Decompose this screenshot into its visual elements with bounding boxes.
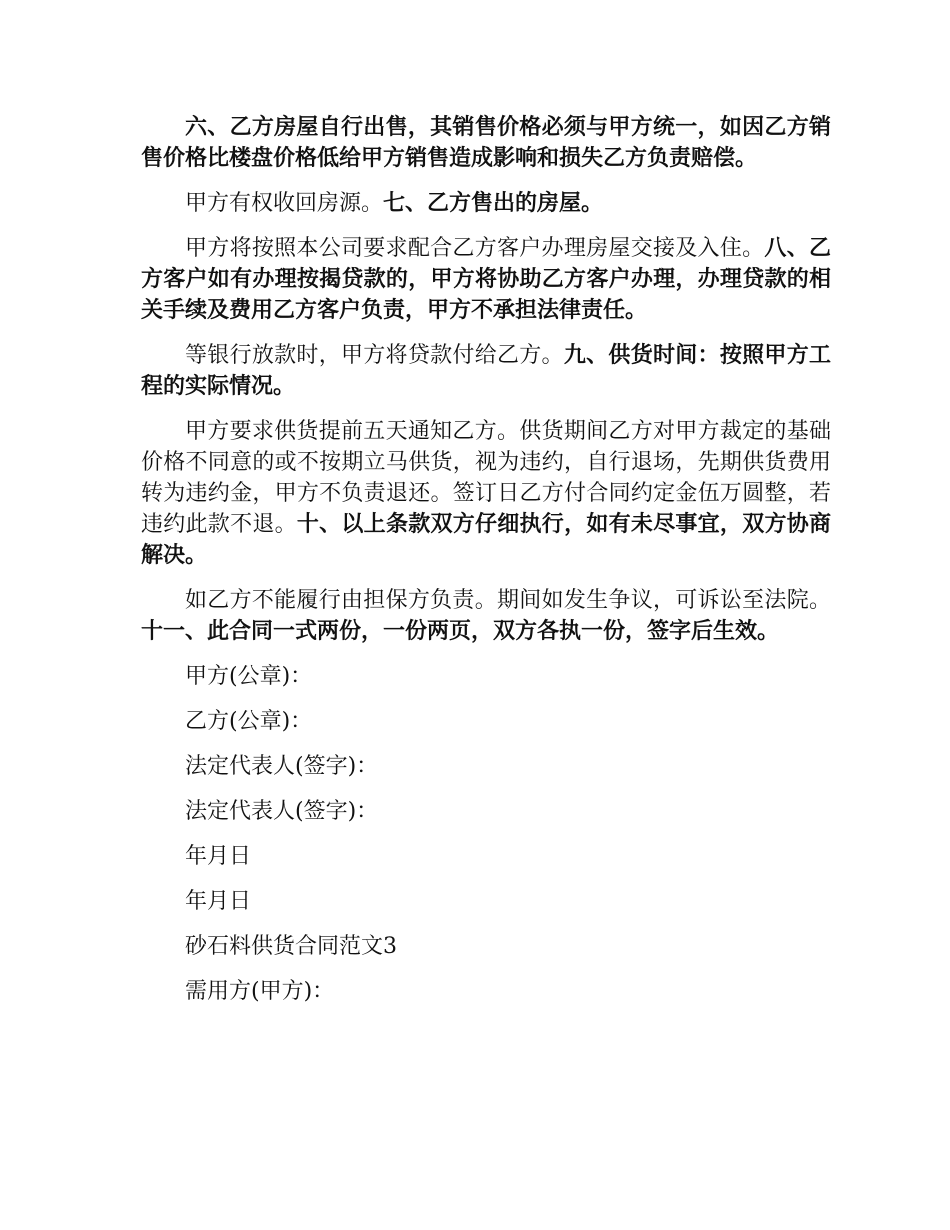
clause-bold-text: 十一、此合同一式两份，一份两页，双方各执一份，签字后生效。	[141, 618, 780, 644]
clause-bold-text: 六、乙方房屋自行出售，其销售价格必须与甲方统一，如因乙方销售价格比楼盘价格低给甲方销售造成影响和损失乙方负责赔偿。	[141, 114, 831, 171]
signature-date-b: 年月日	[185, 889, 252, 914]
clause-normal-text: 如乙方不能履行由担保方负责。期间如发生争议，可诉讼至法院。	[185, 588, 831, 613]
signature-party-a-seal: 甲方(公章)：	[185, 664, 313, 689]
clause-bold-text: 十、以上条款双方仔细执行，如有未尽事宜，双方协商解决。	[141, 511, 831, 568]
clause-normal-text: 甲方将按照本公司要求配合乙方客户办理房屋交接及入住。	[185, 236, 765, 261]
clause-normal-text: 甲方有权收回房源。	[185, 191, 384, 216]
contract-clause-11	[141, 585, 831, 647]
next-document-title: 砂石料供货合同范文3	[185, 934, 397, 959]
signature-legal-rep-a: 法定代表人(签字)：	[185, 754, 379, 779]
contract-clause-8	[141, 233, 831, 326]
contract-clause-7	[141, 188, 831, 219]
signature-date-a: 年月日	[185, 844, 252, 869]
clause-bold-text: 八、乙方客户如有办理按揭贷款的，甲方将协助乙方客户办理，办理贷款的相关手续及费用乙方客户负责，甲方不承担法律责任。	[141, 235, 831, 323]
document-page	[141, 112, 831, 1021]
clause-normal-text: 甲方要求供货提前五天通知乙方。供货期间乙方对甲方裁定的基础价格不同意的或不按期立马供货，视为违约，自行退场，先期供货费用转为违约金，甲方不负责退还。签订日乙方付合同约定金伍万圆整，若违约此款不退。	[141, 419, 831, 537]
contract-clause-10	[141, 416, 831, 571]
buyer-party-line: 需用方(甲方)：	[185, 979, 335, 1004]
signature-legal-rep-b: 法定代表人(签字)：	[185, 799, 379, 824]
clause-bold-text: 九、供货时间：按照甲方工程的实际情况。	[141, 342, 831, 399]
clause-normal-text: 等银行放款时，甲方将贷款付给乙方。	[185, 343, 564, 368]
signature-party-b-seal: 乙方(公章)：	[185, 709, 313, 734]
clause-bold-text: 七、乙方售出的房屋。	[383, 190, 604, 216]
contract-clause-6	[141, 112, 831, 174]
contract-clause-9	[141, 340, 831, 402]
